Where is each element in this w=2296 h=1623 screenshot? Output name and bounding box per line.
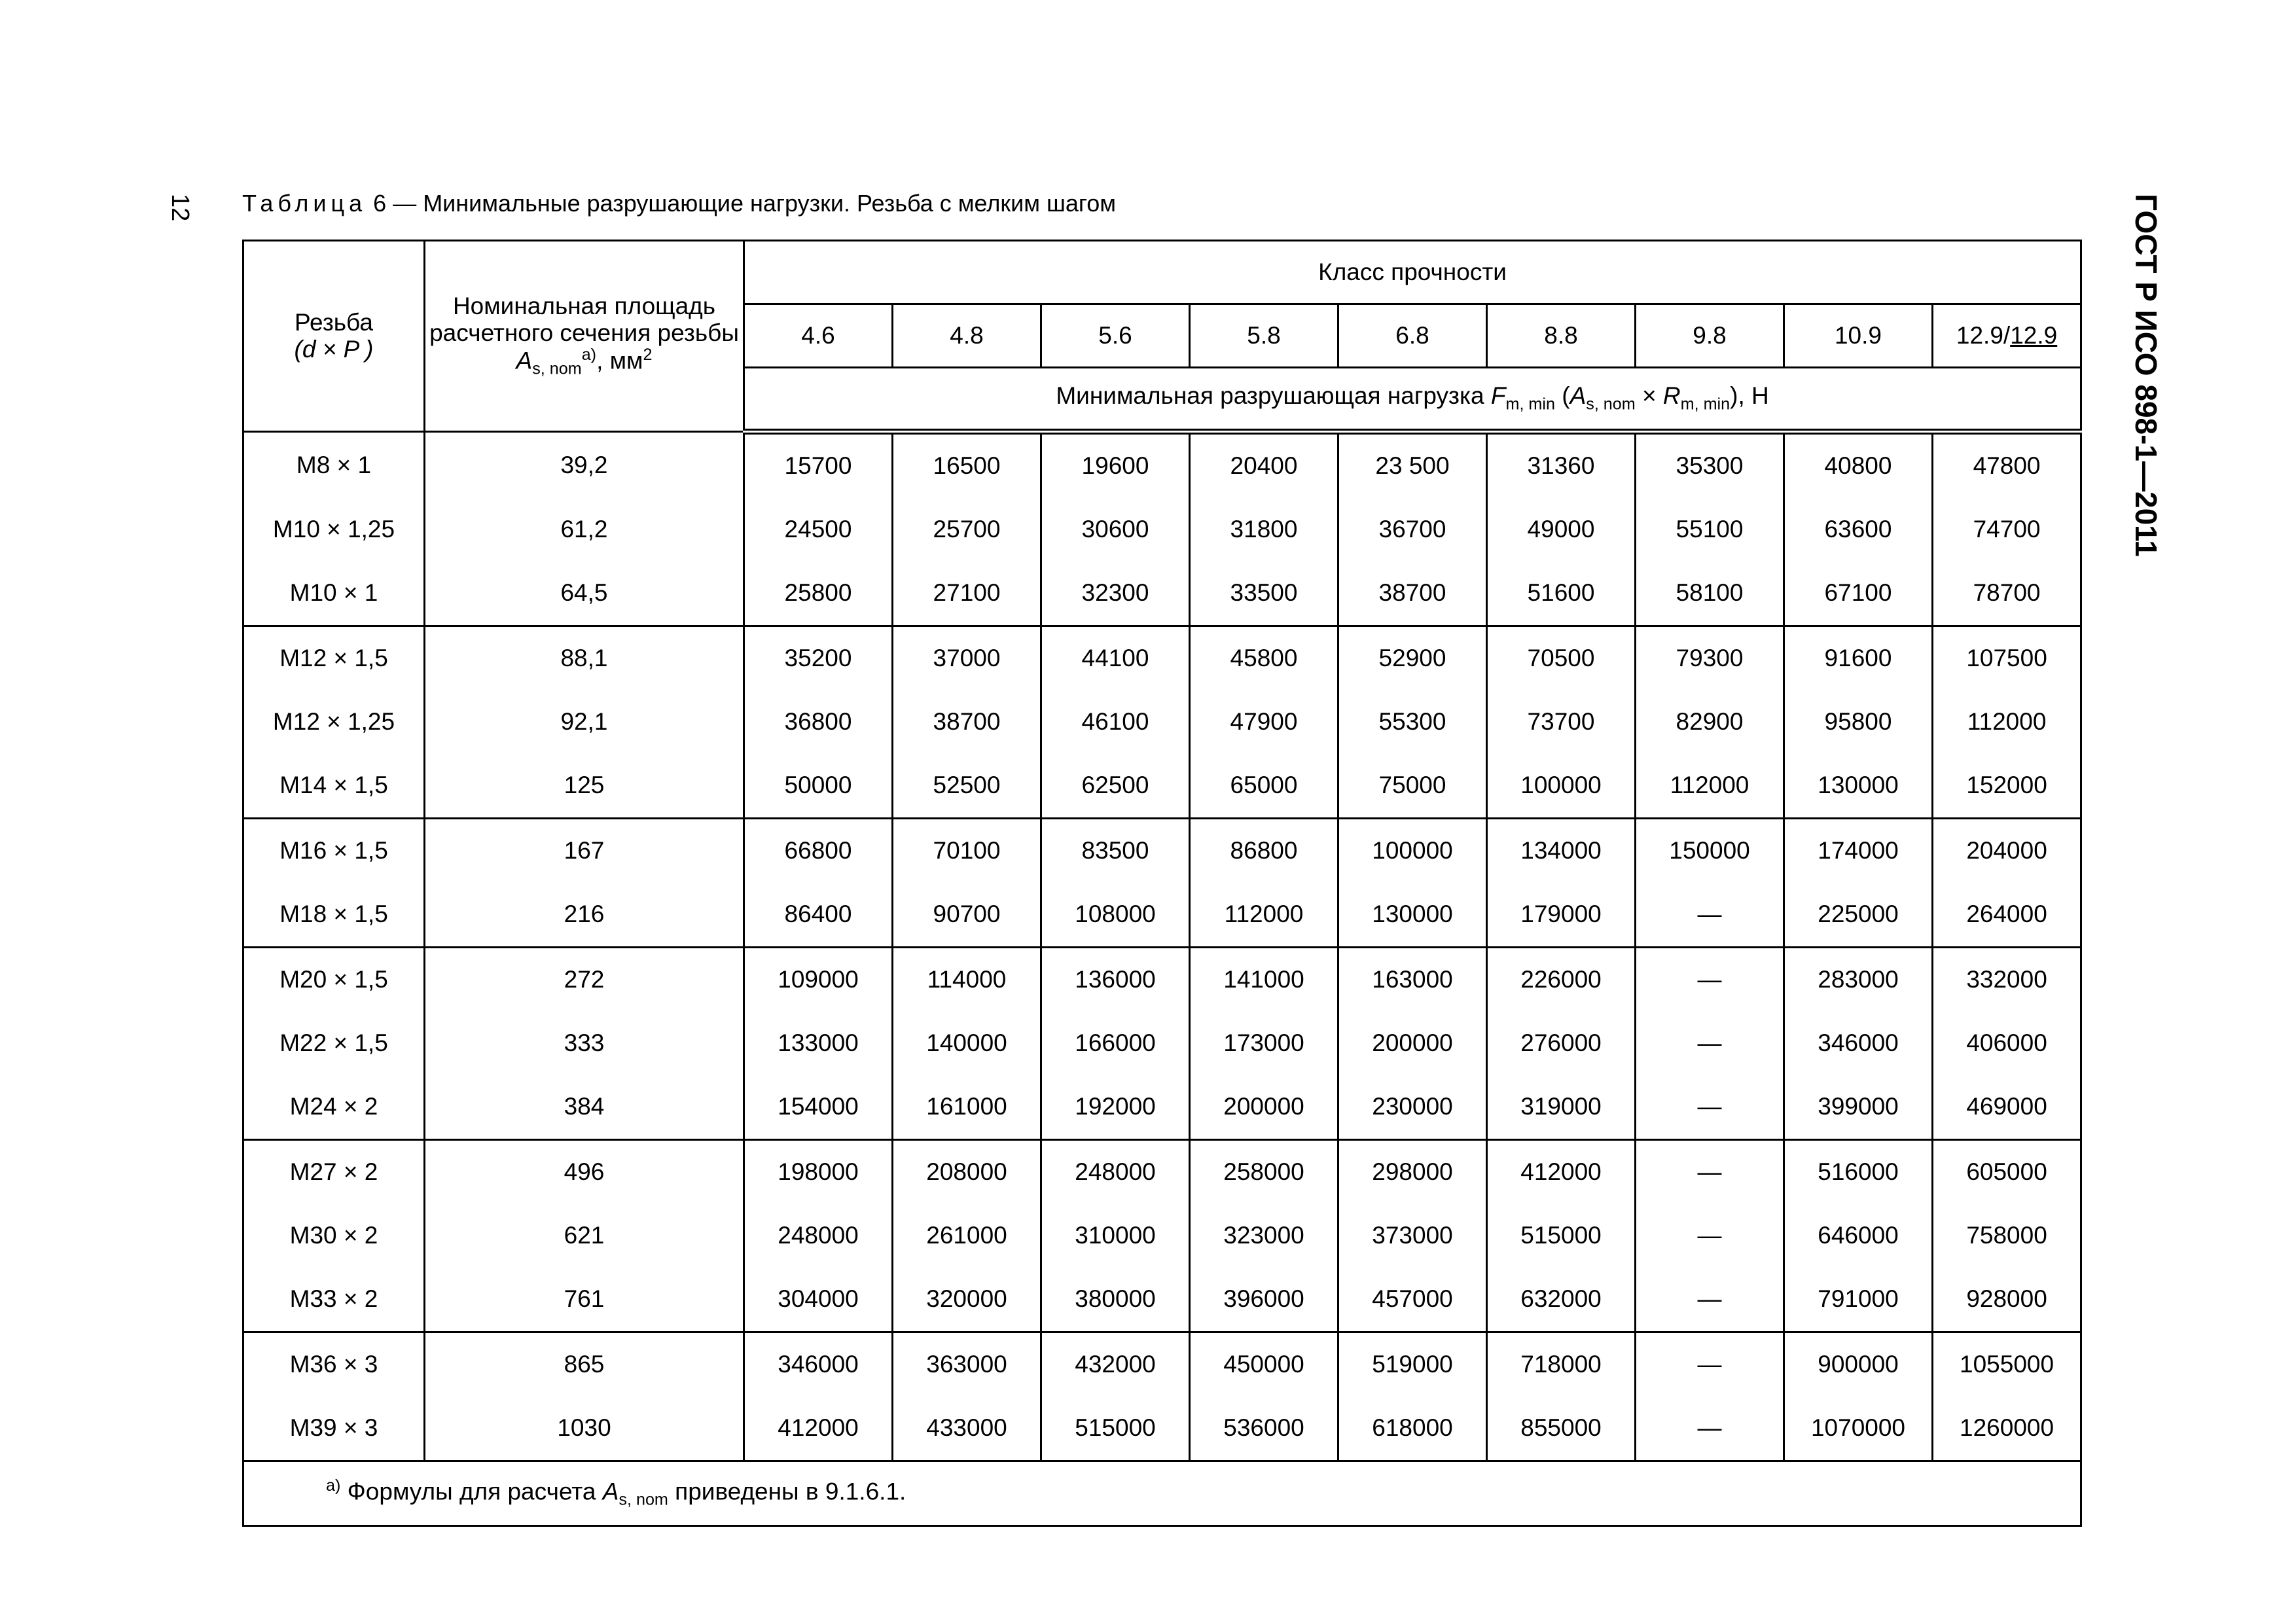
load-cell: 66800 bbox=[744, 819, 893, 883]
load-cell: 276000 bbox=[1487, 1012, 1636, 1075]
load-cell: 152000 bbox=[1933, 754, 2081, 819]
load-cell: 51600 bbox=[1487, 562, 1636, 626]
load-cell: 433000 bbox=[893, 1397, 1041, 1461]
load-cell: — bbox=[1636, 1268, 1784, 1332]
load-cell: 163000 bbox=[1338, 948, 1487, 1012]
strength-class-label: 4.8 bbox=[950, 321, 984, 349]
area-cell: 61,2 bbox=[425, 498, 744, 562]
document-code: ГОСТ Р ИСО 898-1—2011 bbox=[2129, 194, 2163, 557]
strength-class-label: 8.8 bbox=[1544, 321, 1578, 349]
table-row bbox=[243, 754, 2081, 819]
load-cell: 100000 bbox=[1338, 819, 1487, 883]
table-row bbox=[243, 1397, 2081, 1461]
thread-header-sub: (d × P ) bbox=[294, 335, 374, 363]
thread-cell: M12 × 1,5 bbox=[243, 626, 425, 691]
load-cell: 457000 bbox=[1338, 1268, 1487, 1332]
area-cell: 496 bbox=[425, 1140, 744, 1205]
load-cell: — bbox=[1636, 1075, 1784, 1140]
load-cell: 32300 bbox=[1041, 562, 1190, 626]
load-cell: 16500 bbox=[893, 432, 1041, 499]
load-cell: 63600 bbox=[1784, 498, 1933, 562]
load-cell: 192000 bbox=[1041, 1075, 1190, 1140]
load-cell: 37000 bbox=[893, 626, 1041, 691]
load-cell: 141000 bbox=[1190, 948, 1338, 1012]
load-cell: 718000 bbox=[1487, 1332, 1636, 1397]
load-cell: 55100 bbox=[1636, 498, 1784, 562]
thread-cell: M30 × 2 bbox=[243, 1204, 425, 1268]
table-row bbox=[243, 1204, 2081, 1268]
load-cell: 928000 bbox=[1933, 1268, 2081, 1332]
area-cell: 761 bbox=[425, 1268, 744, 1332]
load-cell: 632000 bbox=[1487, 1268, 1636, 1332]
table-row bbox=[243, 432, 2081, 499]
load-cell: 399000 bbox=[1784, 1075, 1933, 1140]
caption-text: 6 — Минимальные разрушающие нагрузки. Резьба с мелким шагом bbox=[373, 190, 1116, 217]
load-cell: 1260000 bbox=[1933, 1397, 2081, 1461]
load-cell: 36800 bbox=[744, 690, 893, 754]
load-cell: 536000 bbox=[1190, 1397, 1338, 1461]
load-cell: 332000 bbox=[1933, 948, 2081, 1012]
load-cell: 208000 bbox=[893, 1140, 1041, 1205]
strength-class-0 bbox=[744, 304, 893, 368]
load-cell: 319000 bbox=[1487, 1075, 1636, 1140]
thread-cell: M18 × 1,5 bbox=[243, 883, 425, 948]
load-cell: 363000 bbox=[893, 1332, 1041, 1397]
strength-class-2 bbox=[1041, 304, 1190, 368]
load-cell: 45800 bbox=[1190, 626, 1338, 691]
thread-cell: M14 × 1,5 bbox=[243, 754, 425, 819]
load-cell: 112000 bbox=[1190, 883, 1338, 948]
load-cell: 133000 bbox=[744, 1012, 893, 1075]
load-cell: 166000 bbox=[1041, 1012, 1190, 1075]
table-row bbox=[243, 498, 2081, 562]
load-cell: 55300 bbox=[1338, 690, 1487, 754]
strength-class-label: 5.6 bbox=[1098, 321, 1132, 349]
page-number: 12 bbox=[166, 194, 194, 222]
load-cell: 225000 bbox=[1784, 883, 1933, 948]
load-cell: — bbox=[1636, 1397, 1784, 1461]
area-cell: 333 bbox=[425, 1012, 744, 1075]
footnote-marker: a) bbox=[326, 1476, 341, 1495]
strength-class-8 bbox=[1933, 304, 2081, 368]
thread-header bbox=[243, 241, 425, 432]
load-cell: 134000 bbox=[1487, 819, 1636, 883]
load-cell: 25800 bbox=[744, 562, 893, 626]
strength-class-label: 10.9 bbox=[1834, 321, 1882, 349]
load-cell: 67100 bbox=[1784, 562, 1933, 626]
load-cell: 161000 bbox=[893, 1075, 1041, 1140]
load-cell: 179000 bbox=[1487, 883, 1636, 948]
load-cell: 264000 bbox=[1933, 883, 2081, 948]
load-cell: 47800 bbox=[1933, 432, 2081, 499]
strength-class-6 bbox=[1636, 304, 1784, 368]
breaking-load-table bbox=[242, 240, 2082, 1527]
strength-class-underlined: 12.9 bbox=[2010, 321, 2058, 349]
load-cell: 58100 bbox=[1636, 562, 1784, 626]
load-cell: 38700 bbox=[1338, 562, 1487, 626]
load-cell: — bbox=[1636, 948, 1784, 1012]
thread-cell: M10 × 1 bbox=[243, 562, 425, 626]
load-cell: 855000 bbox=[1487, 1397, 1636, 1461]
load-cell: 226000 bbox=[1487, 948, 1636, 1012]
table-row bbox=[243, 562, 2081, 626]
footnote-text-before: Формулы для расчета bbox=[347, 1478, 596, 1505]
load-cell: 174000 bbox=[1784, 819, 1933, 883]
table-row bbox=[243, 819, 2081, 883]
load-cell: 130000 bbox=[1338, 883, 1487, 948]
load-cell: 298000 bbox=[1338, 1140, 1487, 1205]
load-cell: 320000 bbox=[893, 1268, 1041, 1332]
load-cell: 1070000 bbox=[1784, 1397, 1933, 1461]
strength-class-label: 6.8 bbox=[1395, 321, 1429, 349]
area-cell: 1030 bbox=[425, 1397, 744, 1461]
strength-class-5 bbox=[1487, 304, 1636, 368]
load-cell: 198000 bbox=[744, 1140, 893, 1205]
load-cell: — bbox=[1636, 1140, 1784, 1205]
table-row bbox=[243, 1140, 2081, 1205]
load-cell: 373000 bbox=[1338, 1204, 1487, 1268]
load-cell: 173000 bbox=[1190, 1012, 1338, 1075]
thread-cell: M33 × 2 bbox=[243, 1268, 425, 1332]
load-cell: 114000 bbox=[893, 948, 1041, 1012]
load-cell: 70500 bbox=[1487, 626, 1636, 691]
load-cell: 140000 bbox=[893, 1012, 1041, 1075]
thread-header-label: Резьба bbox=[295, 308, 373, 336]
load-cell: 261000 bbox=[893, 1204, 1041, 1268]
area-header-unit: , мм bbox=[596, 347, 643, 374]
load-cell: 86400 bbox=[744, 883, 893, 948]
load-cell: 310000 bbox=[1041, 1204, 1190, 1268]
load-cell: 200000 bbox=[1338, 1012, 1487, 1075]
area-cell: 272 bbox=[425, 948, 744, 1012]
strength-class-7 bbox=[1784, 304, 1933, 368]
load-cell: 38700 bbox=[893, 690, 1041, 754]
load-cell: 19600 bbox=[1041, 432, 1190, 499]
footnote-text-after: приведены в 9.1.6.1. bbox=[675, 1478, 906, 1505]
load-cell: 79300 bbox=[1636, 626, 1784, 691]
load-cell: 75000 bbox=[1338, 754, 1487, 819]
load-cell: 346000 bbox=[744, 1332, 893, 1397]
load-cell: 758000 bbox=[1933, 1204, 2081, 1268]
load-cell: 91600 bbox=[1784, 626, 1933, 691]
thread-cell: M24 × 2 bbox=[243, 1075, 425, 1140]
load-cell: 112000 bbox=[1636, 754, 1784, 819]
thread-cell: M10 × 1,25 bbox=[243, 498, 425, 562]
load-cell: 36700 bbox=[1338, 498, 1487, 562]
thread-cell: M8 × 1 bbox=[243, 432, 425, 499]
load-cell: 248000 bbox=[1041, 1140, 1190, 1205]
load-cell: — bbox=[1636, 883, 1784, 948]
load-cell: 283000 bbox=[1784, 948, 1933, 1012]
load-cell: 154000 bbox=[744, 1075, 893, 1140]
load-cell: 44100 bbox=[1041, 626, 1190, 691]
load-cell: 40800 bbox=[1784, 432, 1933, 499]
area-cell: 39,2 bbox=[425, 432, 744, 499]
load-cell: 46100 bbox=[1041, 690, 1190, 754]
load-cell: — bbox=[1636, 1012, 1784, 1075]
load-cell: 109000 bbox=[744, 948, 893, 1012]
thread-cell: M22 × 1,5 bbox=[243, 1012, 425, 1075]
table-row bbox=[243, 690, 2081, 754]
thread-cell: M36 × 3 bbox=[243, 1332, 425, 1397]
load-cell: 1055000 bbox=[1933, 1332, 2081, 1397]
table-row bbox=[243, 883, 2081, 948]
caption-prefix: Таблица bbox=[242, 190, 367, 217]
load-cell: 31360 bbox=[1487, 432, 1636, 499]
strength-class-label: 5.8 bbox=[1247, 321, 1281, 349]
load-cell: 304000 bbox=[744, 1268, 893, 1332]
load-cell: 33500 bbox=[1190, 562, 1338, 626]
load-cell: 248000 bbox=[744, 1204, 893, 1268]
load-cell: 82900 bbox=[1636, 690, 1784, 754]
table-row bbox=[243, 626, 2081, 691]
strength-class-label: 4.6 bbox=[801, 321, 835, 349]
table-footnote: $^{a)}$ Формулы для расчета $A_{s, nom}$ приведены в 9.1.6.1. bbox=[243, 1461, 2081, 1526]
load-cell: 31800 bbox=[1190, 498, 1338, 562]
load-cell: 380000 bbox=[1041, 1268, 1190, 1332]
thread-cell: M20 × 1,5 bbox=[243, 948, 425, 1012]
load-cell: 204000 bbox=[1933, 819, 2081, 883]
area-header-label: Номинальная площадь расчетного сечения резьбы bbox=[429, 293, 739, 346]
area-cell: 384 bbox=[425, 1075, 744, 1140]
load-cell: 646000 bbox=[1784, 1204, 1933, 1268]
load-cell: 791000 bbox=[1784, 1268, 1933, 1332]
class-header: Класс прочности bbox=[744, 241, 2081, 304]
load-cell: 35300 bbox=[1636, 432, 1784, 499]
thread-cell: M39 × 3 bbox=[243, 1397, 425, 1461]
load-cell: 27100 bbox=[893, 562, 1041, 626]
area-cell: 167 bbox=[425, 819, 744, 883]
load-cell: 30600 bbox=[1041, 498, 1190, 562]
load-header-label: Минимальная разрушающая нагрузка bbox=[1056, 382, 1484, 410]
load-cell: 230000 bbox=[1338, 1075, 1487, 1140]
load-cell: 200000 bbox=[1190, 1075, 1338, 1140]
strength-class-label: 12.9/ bbox=[1956, 321, 2011, 349]
load-cell: 515000 bbox=[1487, 1204, 1636, 1268]
load-cell: 112000 bbox=[1933, 690, 2081, 754]
load-cell: 52900 bbox=[1338, 626, 1487, 691]
load-cell: 35200 bbox=[744, 626, 893, 691]
load-cell: 432000 bbox=[1041, 1332, 1190, 1397]
strength-class-4 bbox=[1338, 304, 1487, 368]
load-cell: — bbox=[1636, 1204, 1784, 1268]
load-cell: 396000 bbox=[1190, 1268, 1338, 1332]
area-cell: 865 bbox=[425, 1332, 744, 1397]
strength-class-3 bbox=[1190, 304, 1338, 368]
load-cell: 95800 bbox=[1784, 690, 1933, 754]
load-cell: 346000 bbox=[1784, 1012, 1933, 1075]
load-cell: 406000 bbox=[1933, 1012, 2081, 1075]
area-cell: 621 bbox=[425, 1204, 744, 1268]
load-cell: 618000 bbox=[1338, 1397, 1487, 1461]
load-cell: 136000 bbox=[1041, 948, 1190, 1012]
load-cell: 50000 bbox=[744, 754, 893, 819]
load-cell: 73700 bbox=[1487, 690, 1636, 754]
table-row bbox=[243, 1268, 2081, 1332]
load-cell: 78700 bbox=[1933, 562, 2081, 626]
load-cell: 515000 bbox=[1041, 1397, 1190, 1461]
area-cell: 64,5 bbox=[425, 562, 744, 626]
load-cell: 83500 bbox=[1041, 819, 1190, 883]
load-cell: 516000 bbox=[1784, 1140, 1933, 1205]
table-row bbox=[243, 948, 2081, 1012]
load-cell: 130000 bbox=[1784, 754, 1933, 819]
table-row bbox=[243, 1075, 2081, 1140]
load-cell: 20400 bbox=[1190, 432, 1338, 499]
load-cell: 107500 bbox=[1933, 626, 2081, 691]
load-cell: — bbox=[1636, 1332, 1784, 1397]
load-cell: 605000 bbox=[1933, 1140, 2081, 1205]
load-header-unit: , Н bbox=[1738, 382, 1769, 410]
load-cell: 323000 bbox=[1190, 1204, 1338, 1268]
load-cell: 412000 bbox=[744, 1397, 893, 1461]
load-cell: 100000 bbox=[1487, 754, 1636, 819]
load-cell: 900000 bbox=[1784, 1332, 1933, 1397]
area-cell: 88,1 bbox=[425, 626, 744, 691]
load-cell: 25700 bbox=[893, 498, 1041, 562]
load-cell: 62500 bbox=[1041, 754, 1190, 819]
load-cell: 108000 bbox=[1041, 883, 1190, 948]
load-cell: 519000 bbox=[1338, 1332, 1487, 1397]
load-cell: 150000 bbox=[1636, 819, 1784, 883]
area-header: Номинальная площадь расчетного сечения резьбы $A_{s, nom}^{a)}$, $мм^2$ bbox=[425, 241, 744, 432]
table-caption bbox=[242, 190, 1116, 217]
thread-cell: M27 × 2 bbox=[243, 1140, 425, 1205]
load-cell: 450000 bbox=[1190, 1332, 1338, 1397]
load-header: Минимальная разрушающая нагрузка $F_{m, min}$ $(A_{s, nom} \times R_{m, min})$, Н bbox=[744, 368, 2081, 432]
load-cell: 86800 bbox=[1190, 819, 1338, 883]
load-cell: 74700 bbox=[1933, 498, 2081, 562]
table-row bbox=[243, 1332, 2081, 1397]
load-cell: 469000 bbox=[1933, 1075, 2081, 1140]
load-cell: 23 500 bbox=[1338, 432, 1487, 499]
table-row bbox=[243, 1012, 2081, 1075]
load-cell: 24500 bbox=[744, 498, 893, 562]
area-cell: 92,1 bbox=[425, 690, 744, 754]
thread-cell: M16 × 1,5 bbox=[243, 819, 425, 883]
load-cell: 47900 bbox=[1190, 690, 1338, 754]
area-cell: 125 bbox=[425, 754, 744, 819]
load-cell: 70100 bbox=[893, 819, 1041, 883]
thread-cell: M12 × 1,25 bbox=[243, 690, 425, 754]
load-cell: 15700 bbox=[744, 432, 893, 499]
load-cell: 65000 bbox=[1190, 754, 1338, 819]
load-cell: 90700 bbox=[893, 883, 1041, 948]
load-cell: 258000 bbox=[1190, 1140, 1338, 1205]
strength-class-label: 9.8 bbox=[1693, 321, 1727, 349]
load-cell: 52500 bbox=[893, 754, 1041, 819]
strength-class-1 bbox=[893, 304, 1041, 368]
area-cell: 216 bbox=[425, 883, 744, 948]
load-cell: 49000 bbox=[1487, 498, 1636, 562]
load-cell: 412000 bbox=[1487, 1140, 1636, 1205]
